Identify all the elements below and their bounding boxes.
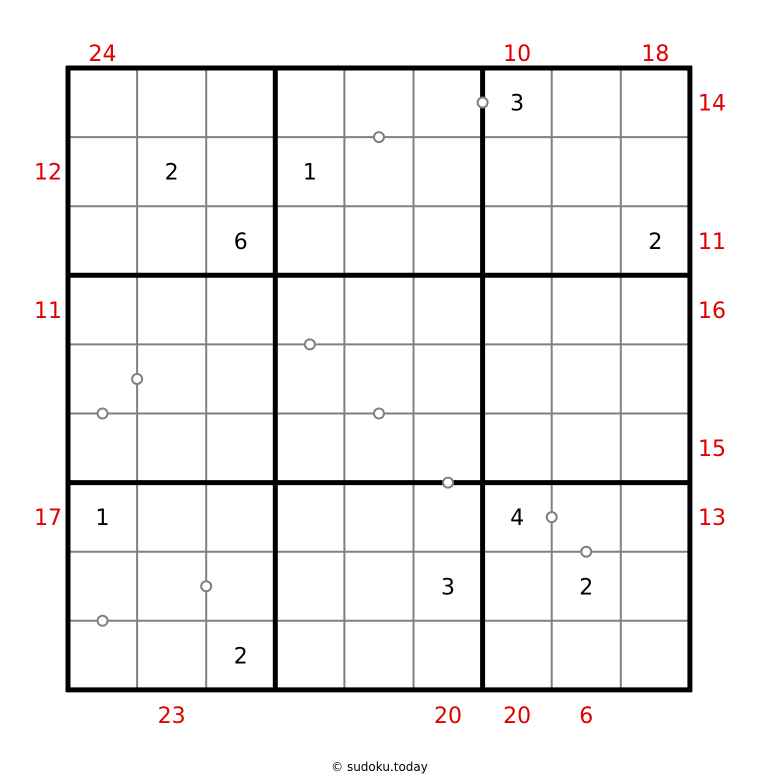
- sudoku-cell[interactable]: [344, 344, 413, 413]
- clue-left: 11: [34, 298, 62, 324]
- sudoku-cell[interactable]: [68, 275, 137, 344]
- sudoku-cell[interactable]: [275, 344, 344, 413]
- sudoku-cell[interactable]: [275, 275, 344, 344]
- given-digit: 2: [164, 160, 179, 186]
- clue-top: 18: [641, 42, 670, 67]
- dot-marker: [98, 409, 108, 419]
- sudoku-cell[interactable]: [621, 483, 690, 552]
- dot-marker: [547, 512, 557, 522]
- given-digit: 2: [233, 644, 248, 670]
- sudoku-cell[interactable]: [344, 275, 413, 344]
- sudoku-cell[interactable]: [206, 483, 275, 552]
- given-digit: 6: [233, 229, 248, 255]
- sudoku-cell[interactable]: [483, 206, 552, 275]
- dot-marker: [581, 547, 591, 557]
- sudoku-cell[interactable]: [621, 344, 690, 413]
- sudoku-cell[interactable]: [552, 414, 621, 483]
- clue-left: 12: [34, 160, 62, 186]
- dot-marker: [478, 98, 488, 108]
- sudoku-cell[interactable]: [483, 137, 552, 206]
- sudoku-cell[interactable]: [483, 275, 552, 344]
- sudoku-cell[interactable]: [414, 68, 483, 137]
- sudoku-cell[interactable]: [414, 621, 483, 690]
- given-digit: 1: [302, 160, 317, 186]
- dot-marker: [98, 616, 108, 626]
- sudoku-cell[interactable]: [206, 414, 275, 483]
- sudoku-cell[interactable]: [621, 552, 690, 621]
- sudoku-cell[interactable]: [483, 552, 552, 621]
- dot-marker: [201, 581, 211, 591]
- sudoku-cell[interactable]: [552, 483, 621, 552]
- clue-bottom: 6: [579, 704, 594, 729]
- clue-right: 14: [698, 91, 726, 117]
- sudoku-cell[interactable]: [344, 552, 413, 621]
- clue-right: 16: [698, 298, 726, 324]
- sudoku-cell[interactable]: [68, 137, 137, 206]
- sudoku-cell[interactable]: [137, 275, 206, 344]
- sudoku-cell[interactable]: [275, 621, 344, 690]
- sudoku-cell[interactable]: [621, 275, 690, 344]
- sudoku-cell[interactable]: [344, 137, 413, 206]
- sudoku-cell[interactable]: [275, 483, 344, 552]
- sudoku-cell[interactable]: [137, 414, 206, 483]
- sudoku-cell[interactable]: [68, 414, 137, 483]
- clue-right: 11: [698, 229, 726, 255]
- sudoku-cell[interactable]: [344, 414, 413, 483]
- clue-bottom: 20: [434, 704, 463, 729]
- sudoku-cell[interactable]: [68, 68, 137, 137]
- sudoku-cell[interactable]: [68, 621, 137, 690]
- given-digit: 2: [648, 229, 663, 255]
- sudoku-cell[interactable]: [344, 621, 413, 690]
- sudoku-cell[interactable]: [68, 206, 137, 275]
- sudoku-cell[interactable]: [344, 206, 413, 275]
- sudoku-cell[interactable]: [414, 344, 483, 413]
- sudoku-cell[interactable]: [137, 206, 206, 275]
- sudoku-cell[interactable]: [206, 552, 275, 621]
- sudoku-cell[interactable]: [414, 483, 483, 552]
- dot-marker: [443, 478, 453, 488]
- clue-right: 13: [698, 506, 726, 532]
- sudoku-cell[interactable]: [414, 275, 483, 344]
- sudoku-cell[interactable]: [275, 68, 344, 137]
- clue-top: 24: [88, 42, 117, 67]
- given-digit: 1: [95, 506, 110, 532]
- sudoku-cell[interactable]: [344, 68, 413, 137]
- dot-marker: [374, 132, 384, 142]
- sudoku-cell[interactable]: [206, 68, 275, 137]
- sudoku-cell[interactable]: [206, 137, 275, 206]
- sudoku-cell[interactable]: [344, 483, 413, 552]
- sudoku-cell[interactable]: [621, 621, 690, 690]
- sudoku-cell[interactable]: [68, 552, 137, 621]
- sudoku-cell[interactable]: [621, 137, 690, 206]
- clue-right: 15: [698, 437, 726, 463]
- clue-bottom: 23: [157, 704, 186, 729]
- sudoku-cell[interactable]: [552, 137, 621, 206]
- sudoku-cell[interactable]: [137, 621, 206, 690]
- given-digit: 2: [579, 575, 594, 601]
- sudoku-cell[interactable]: [483, 414, 552, 483]
- sudoku-cell[interactable]: [552, 344, 621, 413]
- clue-left: 17: [34, 506, 62, 532]
- dot-marker: [132, 374, 142, 384]
- given-digit: 3: [441, 575, 456, 601]
- sudoku-cell[interactable]: [621, 414, 690, 483]
- sudoku-cell[interactable]: [552, 275, 621, 344]
- sudoku-cell[interactable]: [137, 68, 206, 137]
- dot-marker: [305, 339, 315, 349]
- sudoku-cell[interactable]: [552, 68, 621, 137]
- sudoku-cell[interactable]: [275, 552, 344, 621]
- sudoku-cell[interactable]: [414, 137, 483, 206]
- clue-bottom: 20: [503, 704, 532, 729]
- dot-marker: [374, 409, 384, 419]
- sudoku-cell[interactable]: [621, 68, 690, 137]
- sudoku-cell[interactable]: [414, 414, 483, 483]
- sudoku-cell[interactable]: [275, 206, 344, 275]
- sudoku-cell[interactable]: [414, 206, 483, 275]
- sudoku-cell[interactable]: [206, 344, 275, 413]
- sudoku-cell[interactable]: [483, 621, 552, 690]
- given-digit: 3: [510, 91, 525, 117]
- sudoku-cell[interactable]: [137, 552, 206, 621]
- sudoku-cell[interactable]: [275, 414, 344, 483]
- sudoku-cell[interactable]: [552, 206, 621, 275]
- given-digit: 4: [510, 506, 525, 532]
- sudoku-cell[interactable]: [483, 344, 552, 413]
- copyright-footer: © sudoku.today: [331, 760, 428, 774]
- sudoku-cell[interactable]: [552, 621, 621, 690]
- sudoku-cell[interactable]: [206, 275, 275, 344]
- sudoku-cell[interactable]: [137, 344, 206, 413]
- clue-top: 10: [503, 42, 532, 67]
- sudoku-cell[interactable]: [137, 483, 206, 552]
- sudoku-cell[interactable]: [68, 344, 137, 413]
